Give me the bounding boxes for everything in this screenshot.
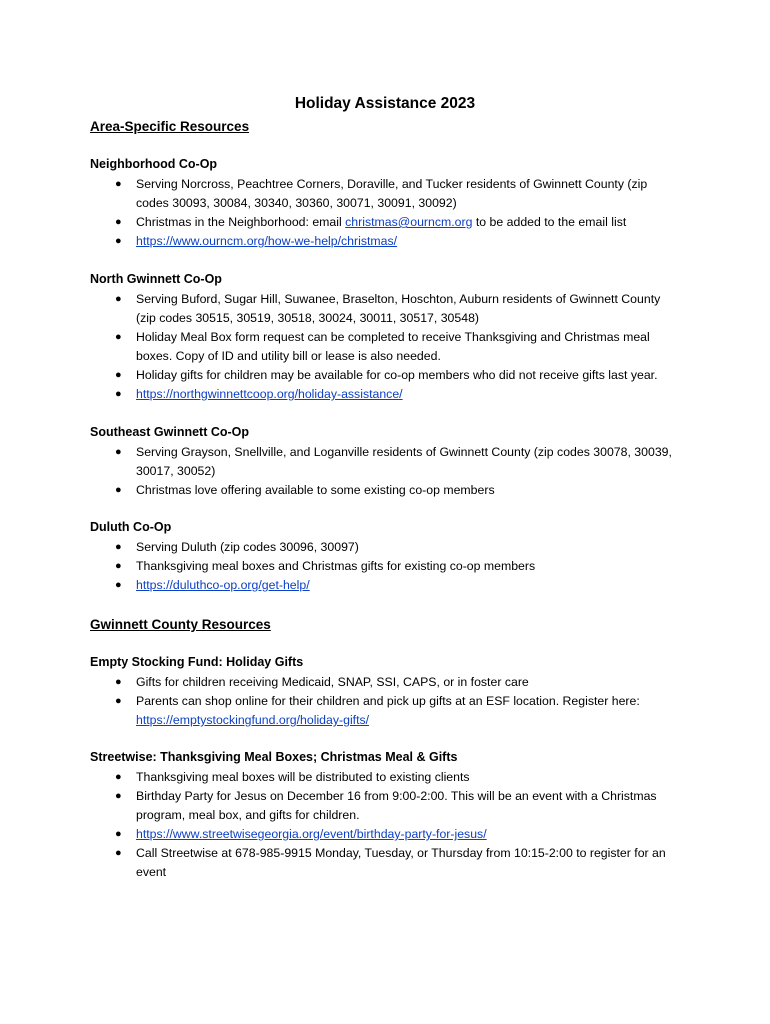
southeast-gwinnett-coop-list	[113, 443, 683, 500]
link-north-gwinnett-holiday[interactable]: https://northgwinnettcoop.org/holiday-assistance/	[136, 387, 403, 401]
list-item-text: Holiday gifts for children may be available for co-op members who did not receive gifts last year.	[136, 368, 658, 382]
list-item	[113, 175, 683, 213]
list-item-text: Birthday Party for Jesus on December 16 from 9:00-2:00. This will be an event with a Christmas program, meal box, and gifts for children.	[136, 789, 657, 822]
org-heading-southeast-gwinnett-coop: Southeast Gwinnett Co-Op	[90, 425, 250, 439]
duluth-coop-list	[113, 538, 683, 595]
list-item	[113, 232, 683, 251]
list-item-text: to be added to the email list	[472, 215, 627, 229]
list-item	[113, 692, 683, 730]
bullet-icon: ●	[115, 541, 122, 553]
bullet-icon: ●	[115, 695, 122, 707]
list-item	[113, 481, 683, 500]
list-item-text: Serving Buford, Sugar Hill, Suwanee, Braselton, Hoschton, Auburn residents of Gwinnett County (zip codes 30515, 30519, 30518, 30024, 30011, 30517, 30548)	[136, 292, 661, 325]
bullet-icon: ●	[115, 388, 122, 400]
bullet-icon: ●	[115, 331, 122, 343]
north-gwinnett-coop-list	[113, 290, 683, 404]
list-item-text: Christmas love offering available to some existing co-op members	[136, 483, 495, 497]
bullet-icon: ●	[115, 293, 122, 305]
bullet-icon: ●	[115, 178, 122, 190]
streetwise-list	[113, 768, 683, 882]
bullet-icon: ●	[115, 579, 122, 591]
list-item	[113, 557, 683, 576]
list-item	[113, 366, 683, 385]
neighborhood-coop-list	[113, 175, 683, 251]
list-item-text: Serving Grayson, Snellville, and Loganville residents of Gwinnett County (zip codes 30078, 30039, 30017, 30052)	[136, 445, 672, 478]
email-link-christmas[interactable]: christmas@ourncm.org	[345, 215, 473, 229]
bullet-icon: ●	[115, 828, 122, 840]
list-item	[113, 213, 683, 232]
list-item-text: Holiday Meal Box form request can be completed to receive Thanksgiving and Christmas meal boxes. Copy of ID and utility bill or lease is also needed.	[136, 330, 650, 363]
list-item-text: Call Streetwise at 678-985-9915 Monday, Tuesday, or Thursday from 10:15-2:00 to register for an event	[136, 846, 666, 879]
org-heading-north-gwinnett-coop: North Gwinnett Co-Op	[90, 272, 222, 286]
section-heading-area-specific: Area-Specific Resources	[90, 119, 250, 134]
bullet-icon: ●	[115, 216, 122, 228]
list-item-text: Gifts for children receiving Medicaid, SNAP, SSI, CAPS, or in foster care	[136, 675, 529, 689]
list-item	[113, 538, 683, 557]
bullet-icon: ●	[115, 446, 122, 458]
list-item-text: Thanksgiving meal boxes will be distributed to existing clients	[136, 770, 470, 784]
link-ourncm-christmas[interactable]: https://www.ourncm.org/how-we-help/christmas/	[136, 234, 398, 248]
empty-stocking-fund-list	[113, 673, 683, 730]
list-item	[113, 787, 683, 825]
bullet-icon: ●	[115, 560, 122, 572]
link-duluth-get-help[interactable]: https://duluthco-op.org/get-help/	[136, 578, 310, 592]
bullet-icon: ●	[115, 847, 122, 859]
org-heading-empty-stocking-fund: Empty Stocking Fund: Holiday Gifts	[90, 655, 304, 669]
list-item	[113, 576, 683, 595]
bullet-icon: ●	[115, 484, 122, 496]
bullet-icon: ●	[115, 790, 122, 802]
org-heading-neighborhood-coop: Neighborhood Co-Op	[90, 157, 218, 171]
link-streetwise-event[interactable]: https://www.streetwisegeorgia.org/event/birthday-party-for-jesus/	[136, 827, 487, 841]
list-item	[113, 768, 683, 787]
list-item	[113, 673, 683, 692]
bullet-icon: ●	[115, 676, 122, 688]
list-item	[113, 844, 683, 882]
bullet-icon: ●	[115, 235, 122, 247]
list-item	[113, 825, 683, 844]
list-item-text: Parents can shop online for their children and pick up gifts at an ESF location. Register here:	[136, 694, 640, 708]
page-title: Holiday Assistance 2023	[294, 95, 476, 112]
link-empty-stocking-fund[interactable]: https://emptystockingfund.org/holiday-gifts/	[136, 713, 370, 727]
list-item	[113, 328, 683, 366]
list-item-text: Serving Duluth (zip codes 30096, 30097)	[136, 540, 359, 554]
org-heading-streetwise: Streetwise: Thanksgiving Meal Boxes; Christmas Meal & Gifts	[90, 750, 458, 764]
section-heading-gwinnett-county: Gwinnett County Resources	[90, 617, 271, 632]
list-item-text: Christmas in the Neighborhood: email	[136, 215, 346, 229]
list-item-text: Serving Norcross, Peachtree Corners, Doraville, and Tucker residents of Gwinnett County (zip codes 30093, 30084, 30340, 30360, 30071, 30091, 30092)	[136, 177, 648, 210]
bullet-icon: ●	[115, 771, 122, 783]
org-heading-duluth-coop: Duluth Co-Op	[90, 520, 172, 534]
list-item	[113, 290, 683, 328]
list-item-text: Thanksgiving meal boxes and Christmas gifts for existing co-op members	[136, 559, 536, 573]
list-item	[113, 385, 683, 404]
list-item	[113, 443, 683, 481]
bullet-icon: ●	[115, 369, 122, 381]
